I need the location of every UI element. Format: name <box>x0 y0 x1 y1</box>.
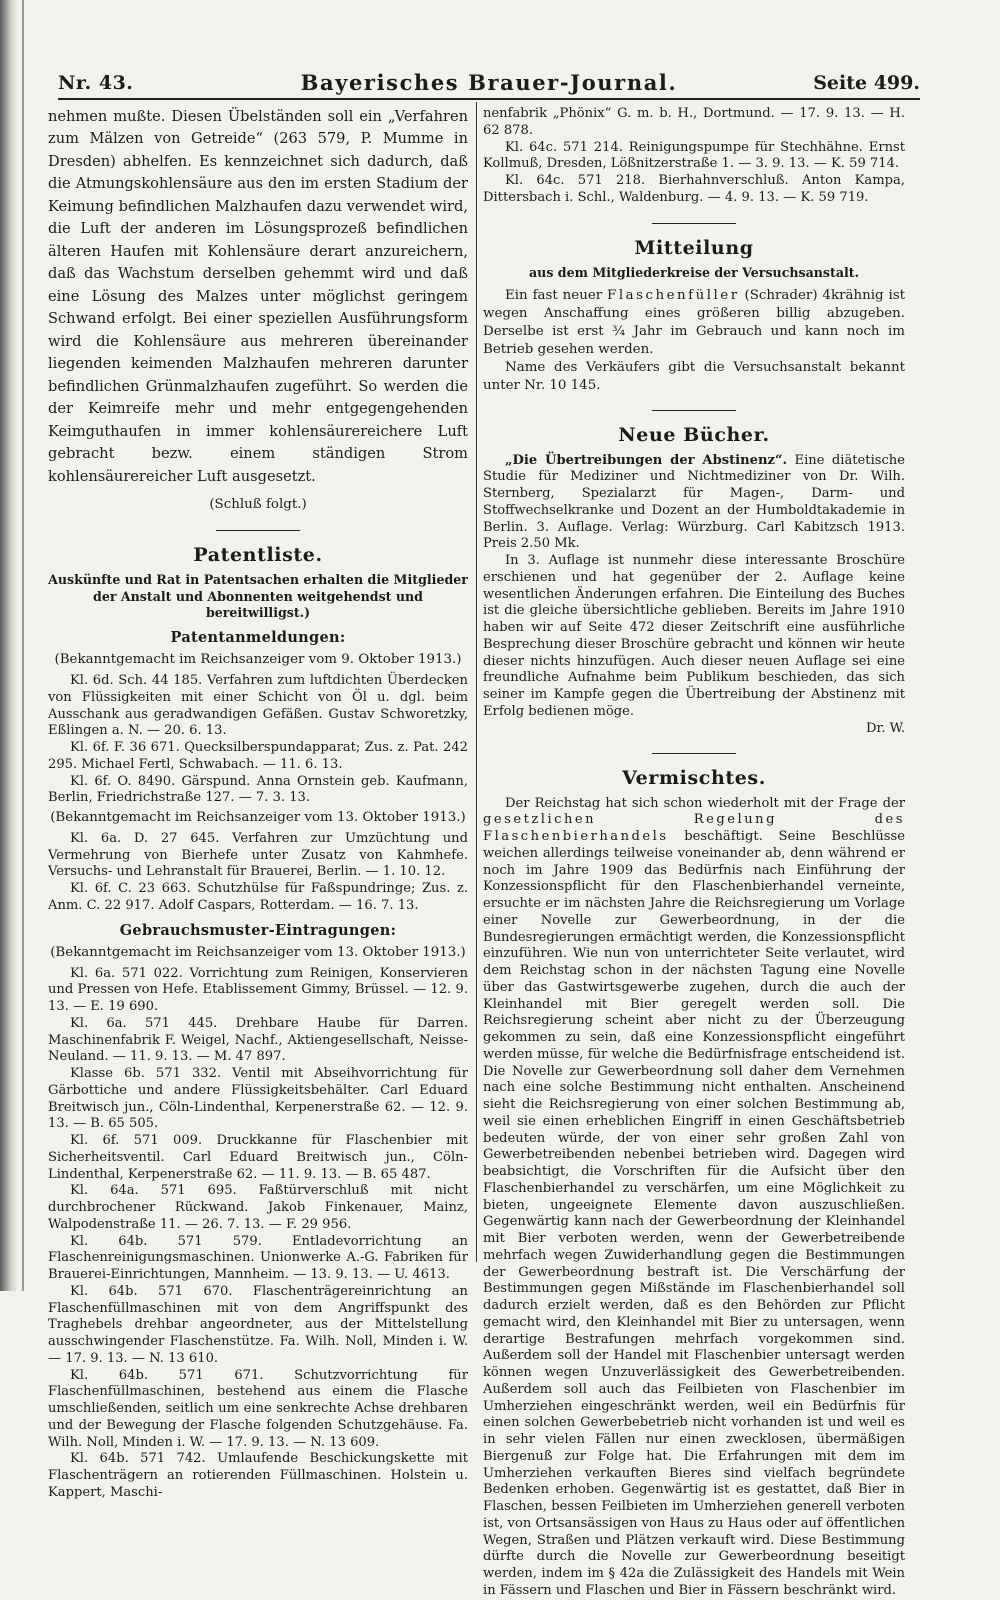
patent-entry: Kl. 6f. F. 36 671. Quecksilberspundapparat; Zus. z. Pat. 242 295. Michael Fertl, Schwabach. — 11. 6. 13. <box>48 740 468 772</box>
utility-model-heading: Gebrauchsmuster-Eintragungen: <box>119 921 397 939</box>
utility-model-entry: Kl. 6a. 571 445. Drehbare Haube für Darren. Maschinenfabrik F. Weigel, Nachf., Aktiengesellschaft, Neisse-Neuland. — 11. 9. 13. — M. 47 897. <box>48 1015 468 1065</box>
column-divider <box>476 102 477 1262</box>
patent-entry: Kl. 6f. O. 8490. Gärspund. Anna Ornstein geb. Kaufmann, Berlin, Friedrichstraße 127. — 7. 3. 13. <box>48 773 468 806</box>
new-books-heading: Neue Bücher. <box>618 424 770 447</box>
patent-applications-list-1 <box>48 673 468 807</box>
notice-heading: Mitteilung <box>634 236 754 259</box>
announcement-date: (Bekanntgemacht im Reichsanzeiger vom 13. Oktober 1913.) <box>50 810 466 825</box>
miscellaneous-heading: Vermischtes. <box>622 767 766 790</box>
notice-text: (Schrader) 4krähnig ist wegen Anschaffung eines größeren billig abzugeben. Derselbe ist erst ¾ Jahr im Gebrauch und kann noch im Betrieb gesehen werden. <box>483 288 905 357</box>
book-title: „Die Übertreibungen der Abstinenz“. <box>505 452 788 468</box>
patent-list-heading: Patentliste. <box>193 543 323 566</box>
miscellaneous-paragraph <box>483 796 905 1600</box>
announcement-date: (Bekanntgemacht im Reichsanzeiger vom 9. Oktober 1913.) <box>54 652 462 668</box>
notice-emphasis: Flaschenfüller <box>607 288 740 304</box>
book-details: Eine diätetische Studie für Mediziner und Nichtmediziner von Dr. Wilh. Sternberg, Spezialarzt für Magen-, Darm- und Stoffwechselkranke und Dozent an der Humboldtakademie in Berlin. 3. Auflage. Verlag: Würzburg. Carl Kabitzsch 1913. Preis 2.50 Mk. <box>483 452 905 552</box>
book-review-paragraph <box>483 453 905 554</box>
patent-applications-heading: Patentanmeldungen: <box>170 628 346 646</box>
utility-model-entry: Kl. 64b. 571 671. Schutzvorrichtung für Flaschenfüllmaschinen, bestehend aus einem die Flasche umschließenden, seitlich um eine senkrechte Achse drehbaren und der Bewegung der Flasche folgenden Schutzgehäuse. Fa. Wilh. Noll, Minden i. W. — 17. 9. 13. — N. 13 609. <box>48 1367 468 1450</box>
notice-paragraph <box>483 287 905 358</box>
patent-list-subtitle: Auskünfte und Rat in Patentsachen erhalten die Mitglieder der Anstalt und Abonnenten weitgehendst und bereitwilligst.) <box>48 572 468 621</box>
utility-model-entry: Kl. 64a. 571 695. Faßtürverschluß mit nicht durchbrochener Rückwand. Jakob Finkenauer, Mainz, Walpodenstraße 11. — 26. 7. 13. — F. 29 956. <box>48 1183 468 1232</box>
right-column <box>483 106 905 1600</box>
review-signature: Dr. W. <box>866 720 905 736</box>
left-column <box>48 106 468 1502</box>
utility-model-entry: Kl. 64c. 571 214. Reinigungspumpe für Stechhähne. Ernst Kollmuß, Dresden, Lößnitzerstraße 1. — 3. 9. 13. — K. 59 714. <box>483 139 905 172</box>
notice-paragraph: Name des Verkäufers gibt die Versuchsanstalt bekannt unter Nr. 10 145. <box>483 359 905 393</box>
section-divider <box>652 410 736 411</box>
section-divider <box>216 530 300 531</box>
utility-model-entry: Klasse 6b. 571 332. Ventil mit Abseihvorrichtung für Gärbottiche und andere Flüssigkeitsbehälter. Carl Eduard Breitwisch jun., Cöln-Lindenthal, Kerpenerstraße 62. — 12. 9. 13. — B. 65 505. <box>48 1066 468 1132</box>
journal-title: Bayerisches Brauer-Journal. <box>300 70 678 95</box>
patent-entry: Kl. 6d. Sch. 44 185. Verfahren zum luftdichten Überdecken von Flüssigkeiten mit einer Schicht von Öl u. dgl. beim Ausschank aus geradwandigen Gefäßen. Gustav Schworetzky, Eßlingen a. N. — 20. 6. 13. <box>48 673 468 739</box>
section-divider <box>652 223 736 224</box>
book-review-paragraph: In 3. Auflage ist nunmehr diese interessante Broschüre erschienen und hat gegenüber der 2. Auflage keine wesentlichen Änderungen erfahren. Die Einteilung des Buches ist die gleiche übersichtliche geblieben. Bereits im Jahre 1910 haben wir auf Seite 472 dieser Zeitschrift eine ausführliche Besprechung dieser Broschüre gebracht und können wir heute dieser nichts hinzufügen. Auch dieser neuen Auflage sei eine freundliche Aufnahme beim Publikum beschieden, das sich seiner im Kampfe gegen die Übertreibung der Abstinenz mit Erfolg bedienen möge. <box>483 553 905 719</box>
binding-shadow <box>0 0 18 1291</box>
misc-text: Der Reichstag hat sich schon wiederholt mit der Frage der <box>505 795 905 811</box>
utility-model-entry: Kl. 64b. 571 670. Flaschenträgereinrichtung an Flaschenfüllmaschinen mit von dem Angriffspunkt des Traghebels drehbar angeordneter, aus der Mittelstellung ausschwingender Flaschenstütze. Fa. Wilh. Noll, Minden i. W. — 17. 9. 13. — N. 13 610. <box>48 1283 468 1366</box>
utility-model-entry: Kl. 6a. 571 022. Vorrichtung zum Reinigen, Konservieren und Pressen von Hefe. Etablissement Gimmy, Brüssel. — 12. 9. 13. — E. 19 690. <box>48 965 468 1015</box>
page-header <box>58 68 920 102</box>
notice-text: Ein fast neuer <box>505 288 608 304</box>
binding-edge-line <box>22 0 24 1291</box>
utility-model-entry: Kl. 6f. 571 009. Druckkanne für Flaschenbier mit Sicherheitsventil. Carl Eduard Breitwisch jun., Cöln-Lindenthal, Kerpenerstraße 62. — 11. 9. 13. — B. 65 487. <box>48 1133 468 1182</box>
section-divider <box>652 753 736 754</box>
utility-model-entry: nenfabrik „Phönix“ G. m. b. H., Dortmund. — 17. 9. 13. — H. 62 878. <box>483 106 905 138</box>
patent-applications-list-2 <box>48 831 468 915</box>
patent-entry: Kl. 6f. C. 23 663. Schutzhülse für Faßspundringe; Zus. z. Anm. C. 22 917. Adolf Caspars, Rotterdam. — 16. 7. 13. <box>48 881 468 913</box>
utility-model-entry: Kl. 64b. 571 742. Umlaufende Beschickungskette mit Flaschenträgern an rotierenden Füllmaschinen. Holstein u. Kappert, Maschi- <box>48 1451 468 1500</box>
utility-model-list <box>48 966 468 1502</box>
page-number: Seite 499. <box>813 72 920 94</box>
misc-text: beschäftigt. Seine Beschlüsse weichen allerdings teilweise voneinander ab, denn während er noch im Jahre 1909 das Bedürfnis nach Einführung der Konzessionspflicht für den Flaschenbierhandel verneinte, ersuchte er im nächsten Jahre die Reichsregierung um Vorlage einer Novelle zur Gewerbeordnung, in der die Bundesregierungen ermächtigt werden, die Konzessionspflicht einzuführen. Wie nun von unterrichteter Seite verlautet, wird dem Reichstag schon in der nächsten Tagung eine Novelle über das Gastwirtsgewerbe zugehen, durch die auch der Kleinhandel mit Bier geregelt werden soll. Die Reichsregierung scheint aber nicht zu der Überzeugung gekommen zu sein, daß eine Konzessionspflicht eingeführt werden müsse, für welche die Bedürfnisfrage entscheidend ist. Die Novelle zur Gewerbeordnung soll daher dem Vernehmen nach eine solche Bestimmung nicht enthalten. Anscheinend sieht die Reichsregierung von einer solchen Bestimmung ab, weil sie einen erheblichen Eingriff in einen Geschäftsbetrieb bedeuten würde, der von einer sehr großen Zahl von Gewerbetreibenden nebenbei betrieben wird. Dagegen wird beabsichtigt, die Vorschriften für die Aufsicht über den Flaschenbierhandel zu verschärfen, um eine Möglichkeit zu bieten, ungeeignete Elemente davon auszuschließen. Gegenwärtig kann nach der Gewerbeordnung der Kleinhandel mit Bier verboten werden, wenn der Gewerbetreibende mehrfach wegen Zuwiderhandlung gegen die Bestimmungen der Gewerbeordnung bestraft ist. Die Verschärfung der Bestimmungen gegen Mißstände im Flaschenbierhandel soll dadurch erzielt werden, daß es den Behörden zur Pflicht gemacht wird, den Kleinhandel mit Bier zu untersagen, wenn derartige Bestrafungen mehrfach vorgekommen sind. Außerdem soll der Handel mit Flaschenbier untersagt werden können wegen Unzuverlässigkeit des Gewerbetreibenden. Außerdem soll auch das Feilbieten von Flaschenbier im Umherziehen eingeschränkt werden, weil ein Bedürfnis für einen solchen Gewerbebetrieb nicht vorhanden ist und weil es in sehr vielen Fällen nur einen zwecklosen, übermäßigen Biergenuß zur Folge hat. Die Erfahrungen mit dem im Umherziehen verkauften Bieres sind vielfach begründete Bedenken erhoben. Gegenwärtig ist es gestattet, daß Bier in Flaschen, bessen Feilbieten im Umherziehen generell verboten ist, von Ortsansässigen von Haus zu Haus oder auf öffentlichen Wegen, Straßen und Plätzen verkauft wird. Diese Bestimmung dürfte durch die Novelle zur Gewerbeordnung beseitigt werden, indem im § 42a die Zulässigkeit des Handels mit Wein in Fässern und Flaschen und Bier in Fässern beschränkt wird. <box>483 829 905 1598</box>
utility-model-list-continued <box>483 106 905 207</box>
header-rule <box>58 98 920 100</box>
utility-model-entry: Kl. 64b. 571 579. Entladevorrichtung an Flaschenreinigungsmaschinen. Unionwerke A.-G. Fabriken für Brauerei-Einrichtungen, Mannheim. — 13. 9. 13. — U. 4613. <box>48 1233 468 1283</box>
article-continuation: nehmen mußte. Diesen Übelständen soll ein „Verfahren zum Mälzen von Getreide“ (263 579, P. Mumme in Dresden) abhelfen. Es kennzeichnet sich dadurch, daß die Atmungskohlensäure aus den im ersten Stadium der Keimung befindlichen Malzhaufen dazu verwendet wird, die Luft der anderen im Lösungsprozeß befindlichen älteren Haufen mit Kohlensäure derart anzureichern, daß das Wachstum derselben gehemmt wird und daß eine Lösung des Malzes unter möglichst geringem Schwand erfolgt. Bei einer speziellen Ausführungsform wird die Kohlensäure aus mehreren übereinander liegenden keimenden Malzhaufen mehreren darunter befindlichen Grünmalzhaufen zugeführt. So werden die der Keimreife mehr und mehr entgegengehenden Keimguthaufen in immer kohlensäurereichere Luft gebracht bezw. einem ständigen Strom kohlensäurereicher Luft ausgesetzt. <box>48 108 468 485</box>
to-be-continued-note: (Schluß folgt.) <box>209 496 307 512</box>
notice-subtitle: aus dem Mitgliederkreise der Versuchsanstalt. <box>529 264 859 280</box>
announcement-date: (Bekanntgemacht im Reichsanzeiger vom 13. Oktober 1913.) <box>50 944 466 960</box>
utility-model-entry: Kl. 64c. 571 218. Bierhahnverschluß. Anton Kampa, Dittersbach i. Schl., Waldenburg. — 4. 9. 13. — K. 59 719. <box>483 173 905 205</box>
patent-entry: Kl. 6a. D. 27 645. Verfahren zur Umzüchtung und Vermehrung von Bierhefe unter Zusatz von Kahmhefe. Versuchs- und Lehranstalt für Brauerei, Berlin. — 1. 10. 12. <box>48 830 468 880</box>
misc-emphasis: gesetzlichen Regelung des Flaschenbierhandels <box>483 812 905 845</box>
issue-number: Nr. 43. <box>58 72 134 94</box>
